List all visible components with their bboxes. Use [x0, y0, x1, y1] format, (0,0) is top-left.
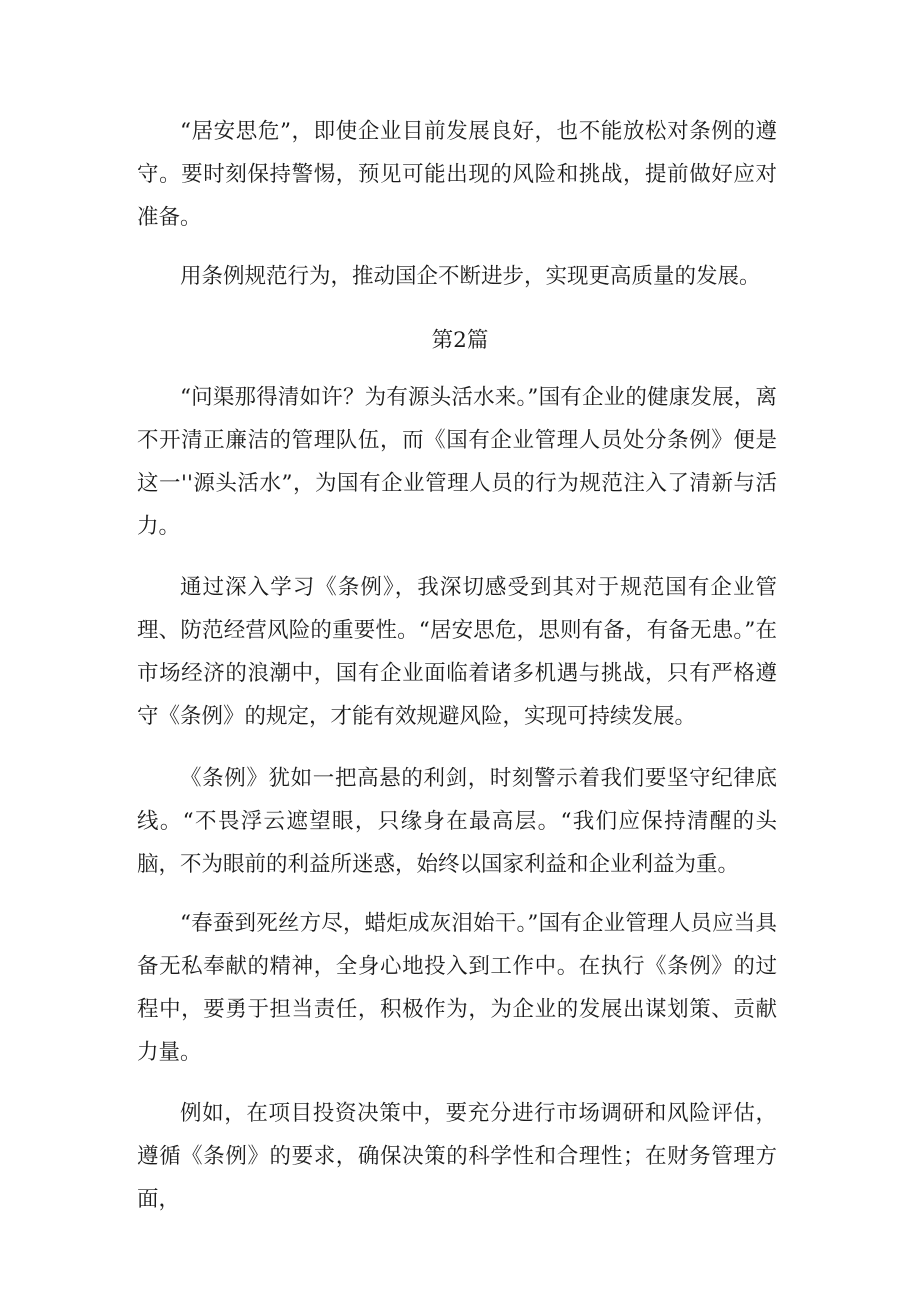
paragraph-5: 《条例》犹如一把高悬的利剑，时刻警示着我们要坚守纪律底线。“不畏浮云遮望眼，只缘身在最高层。“我们应保持清醒的头脑，不为眼前的利益所迷惑，始终以国家利益和企业利益为重。	[137, 766, 777, 877]
section-heading: 第2篇	[431, 328, 489, 353]
paragraph-3: “问渠那得清如许？为有源头活水来。”国有企业的健康发展，离不开清正廉洁的管理队伍，而《国有企业管理人员处分条例》便是这一''源头活水”，为国有企业管理人员的行为规范注入了清新与活力。	[137, 385, 777, 539]
paragraph-4: 通过深入学习《条例》，我深切感受到其对于规范国有企业管理、防范经营风险的重要性。“居安思危，思则有备，有备无患。”在市场经济的浪潮中，国有企业面临着诸多机遇与挑战，只有严格遵守《条例》的规定，才能有效规避风险，实现可持续发展。	[137, 575, 777, 729]
paragraph-6: “春蚕到死丝方尽，蜡炬成灰泪始干。”国有企业管理人员应当具备无私奉献的精神，全身心地投入到工作中。在执行《条例》的过程中，要勇于担当责任，积极作为，为企业的发展出谋划策、贡献力量。	[137, 911, 777, 1065]
paragraph-1: “居安思危”，即使企业目前发展良好，也不能放松对条例的遵守。要时刻保持警惕，预见可能出现的风险和挑战，提前做好应对准备。	[137, 119, 777, 230]
paragraph-7: 例如，在项目投资决策中，要充分进行市场调研和风险评估，遵循《条例》的要求，确保决策的科学性和合理性；在财务管理方面，	[137, 1101, 777, 1212]
paragraph-2: 用条例规范行为，推动国企不断进步，实现更高质量的发展。	[180, 264, 761, 289]
